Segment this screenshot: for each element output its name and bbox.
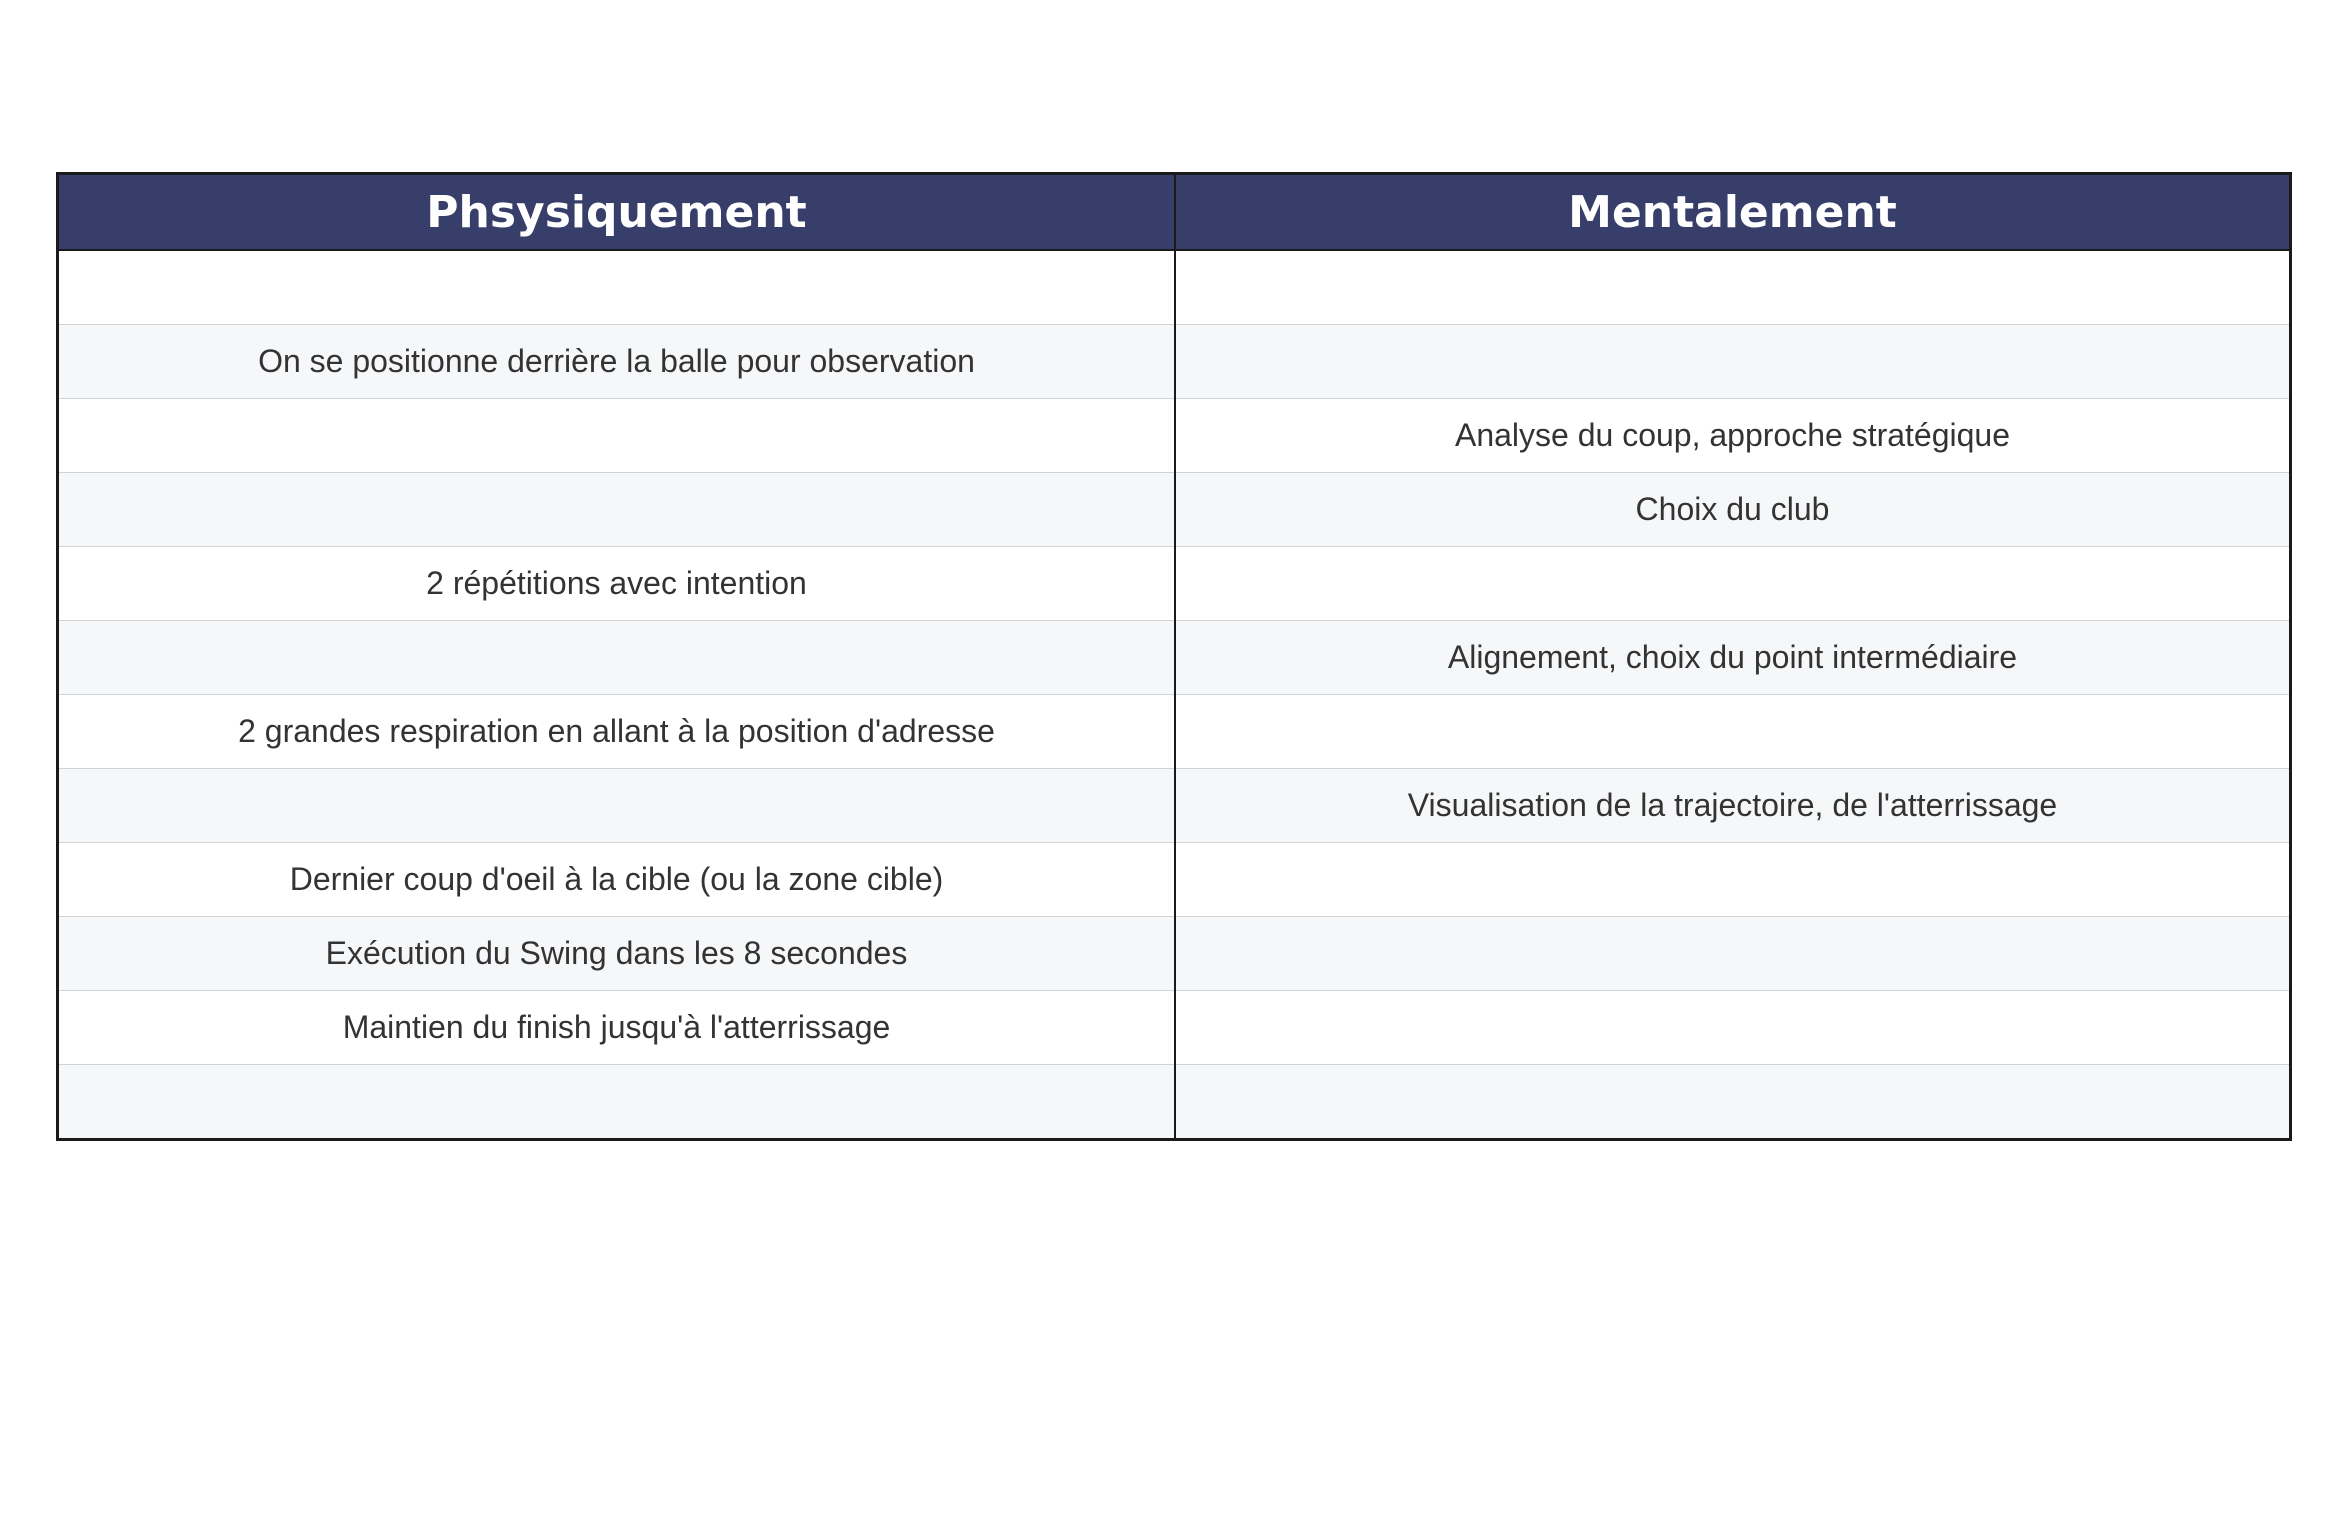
cell-physique: 2 grandes respiration en allant à la position d'adresse <box>59 695 1175 769</box>
table-row <box>59 769 2289 843</box>
cell-mental <box>1175 843 2289 917</box>
table-header-row <box>59 175 2289 250</box>
table-row <box>59 917 2289 991</box>
table-row <box>59 473 2289 547</box>
table-row <box>59 991 2289 1065</box>
cell-physique <box>59 621 1175 695</box>
cell-physique <box>59 250 1175 325</box>
table-row <box>59 695 2289 769</box>
cell-physique: On se positionne derrière la balle pour observation <box>59 325 1175 399</box>
table-row <box>59 1065 2289 1139</box>
cell-physique <box>59 1065 1175 1139</box>
routine-table-container <box>56 172 2292 1141</box>
cell-physique: Exécution du Swing dans les 8 secondes <box>59 917 1175 991</box>
routine-table <box>59 175 2289 1138</box>
table-row <box>59 250 2289 325</box>
cell-mental <box>1175 547 2289 621</box>
header-physiquement: Phsysiquement <box>59 175 1175 250</box>
table-row <box>59 325 2289 399</box>
cell-mental <box>1175 991 2289 1065</box>
cell-mental: Alignement, choix du point intermédiaire <box>1175 621 2289 695</box>
table-row <box>59 843 2289 917</box>
cell-mental: Visualisation de la trajectoire, de l'atterrissage <box>1175 769 2289 843</box>
cell-physique <box>59 399 1175 473</box>
cell-physique: Dernier coup d'oeil à la cible (ou la zone cible) <box>59 843 1175 917</box>
cell-mental: Analyse du coup, approche stratégique <box>1175 399 2289 473</box>
cell-mental <box>1175 325 2289 399</box>
table-row <box>59 547 2289 621</box>
cell-mental <box>1175 1065 2289 1139</box>
cell-physique <box>59 769 1175 843</box>
cell-mental <box>1175 917 2289 991</box>
cell-physique: 2 répétitions avec intention <box>59 547 1175 621</box>
table-row <box>59 621 2289 695</box>
header-mentalement: Mentalement <box>1175 175 2289 250</box>
cell-mental <box>1175 695 2289 769</box>
table-row <box>59 399 2289 473</box>
cell-physique: Maintien du finish jusqu'à l'atterrissage <box>59 991 1175 1065</box>
cell-mental: Choix du club <box>1175 473 2289 547</box>
cell-mental <box>1175 250 2289 325</box>
cell-physique <box>59 473 1175 547</box>
